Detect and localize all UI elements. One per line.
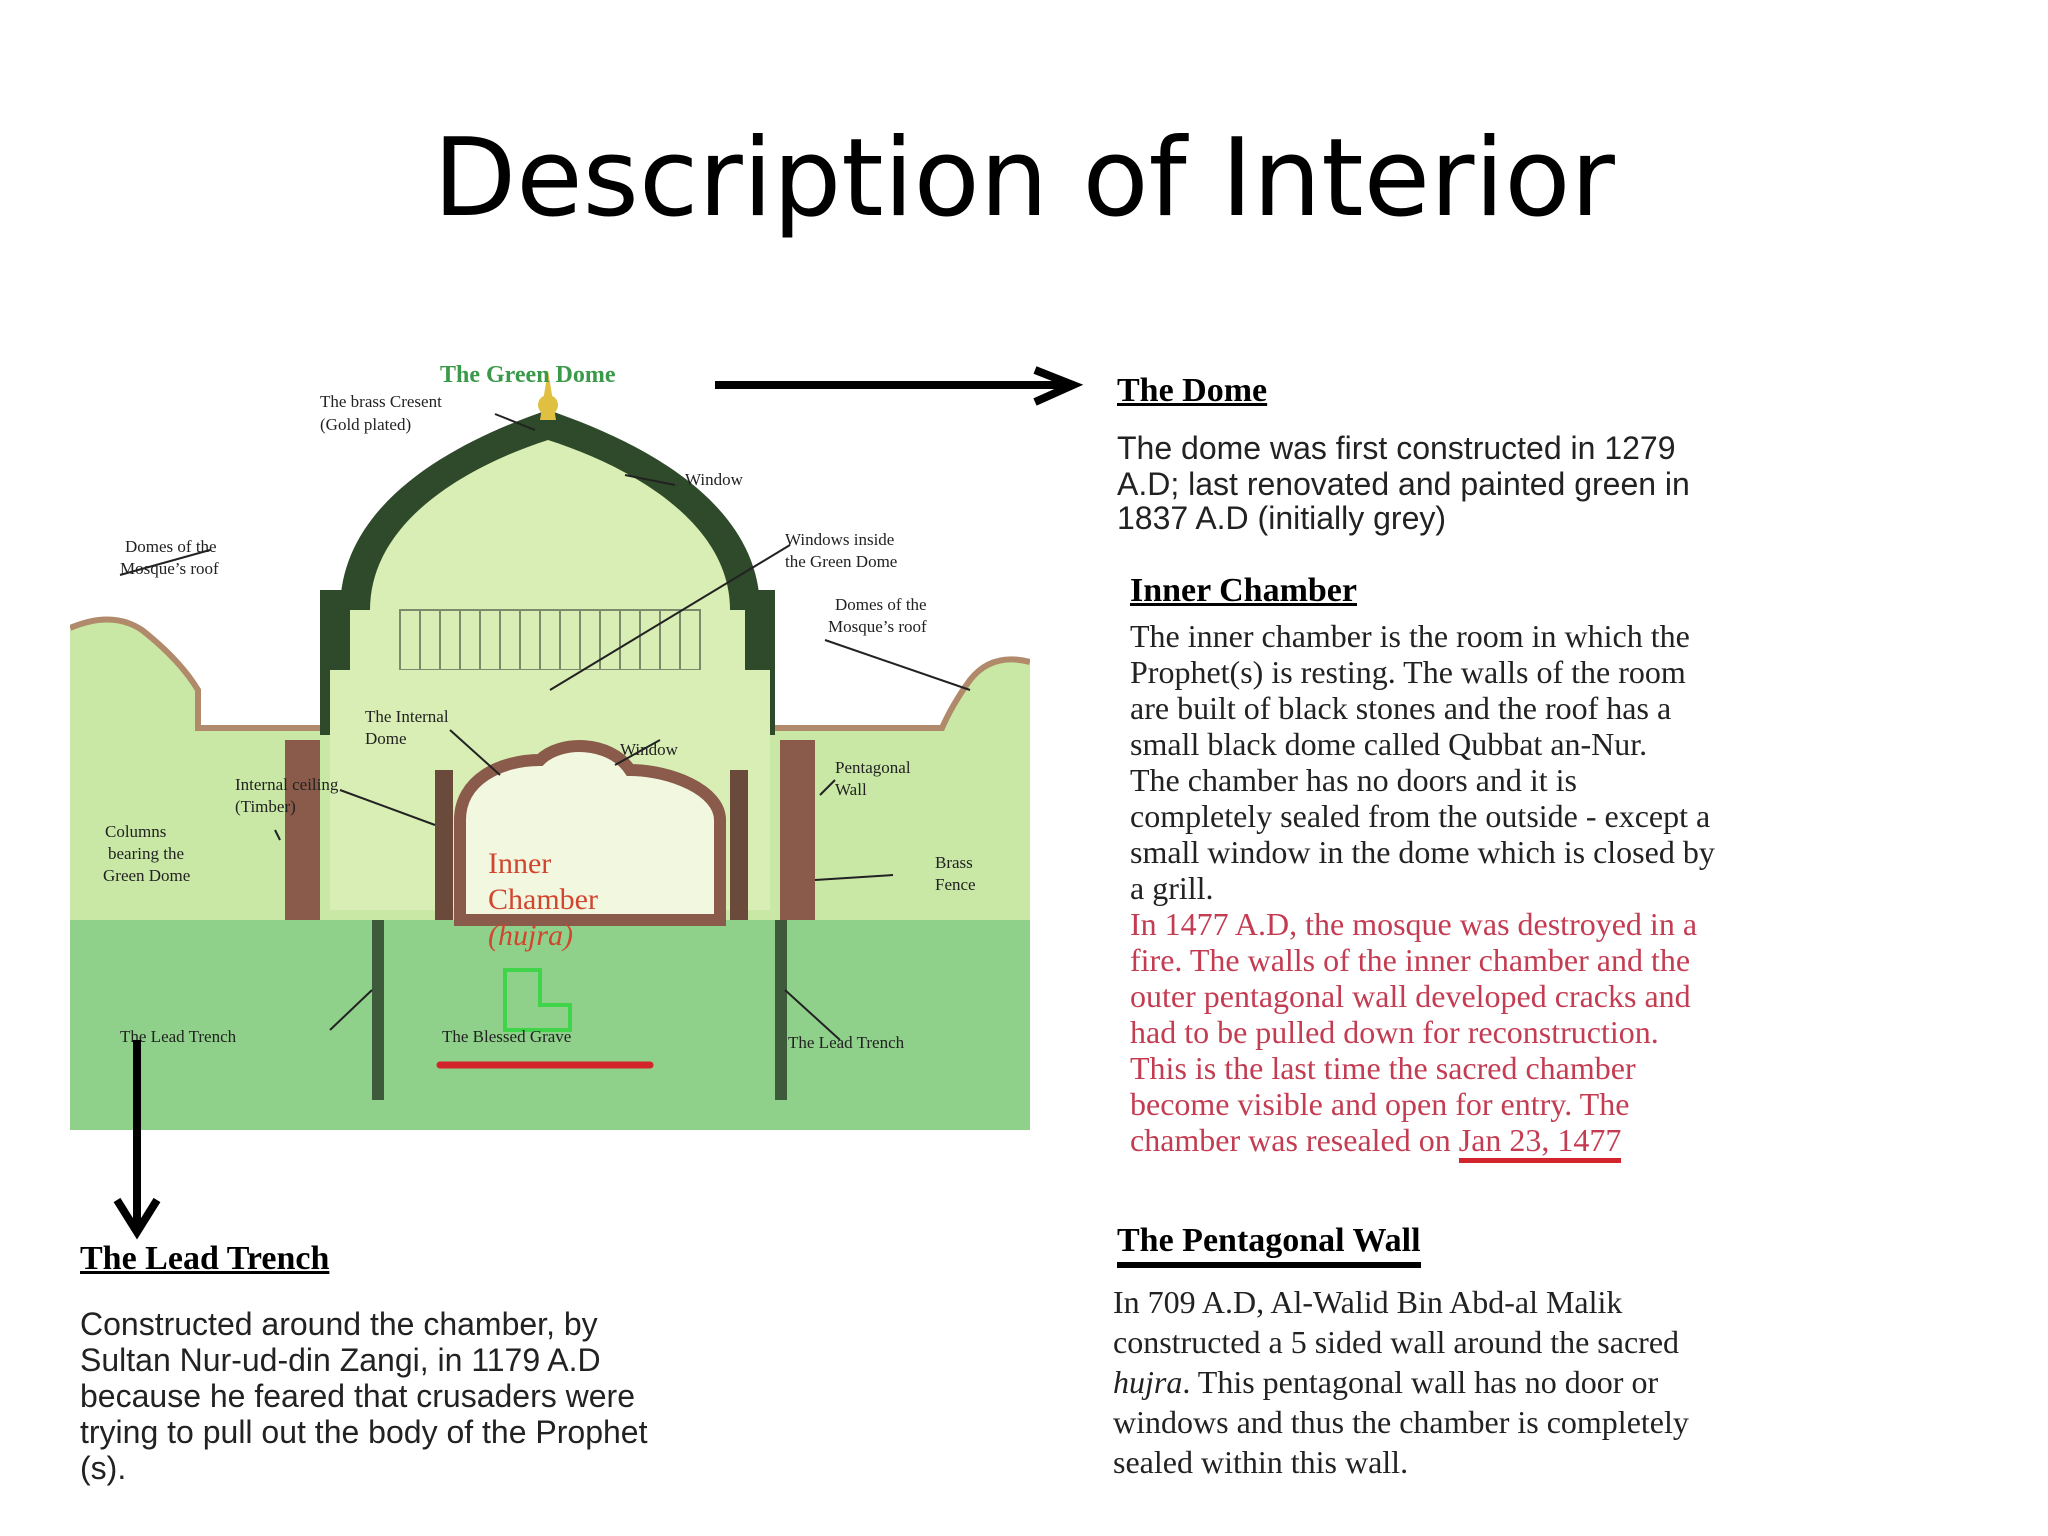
label-brass-fence-1: Brass xyxy=(935,853,973,872)
resealed-date: Jan 23, 1477 xyxy=(1459,1122,1622,1163)
label-mosque-domes-left-1: Domes of the xyxy=(125,537,217,556)
lead-trench-line-2: Sultan Nur-ud-din Zangi, in 1179 A.D xyxy=(80,1342,601,1378)
inner-chamber-line-6: completely sealed from the outside - except a xyxy=(1130,798,1711,834)
inner-chamber-line-1: The inner chamber is the room in which the xyxy=(1130,618,1690,654)
inner-chamber-red-line-1: In 1477 A.D, the mosque was destroyed in a xyxy=(1130,906,1698,942)
label-lead-trench-left: The Lead Trench xyxy=(120,1027,237,1046)
inner-chamber-line-2: Prophet(s) is resting. The walls of the room xyxy=(1130,654,1686,690)
label-windows-inside-2: the Green Dome xyxy=(785,552,898,571)
arrow-to-lead-trench-section xyxy=(115,1040,165,1240)
lead-trench-line-1: Constructed around the chamber, by xyxy=(80,1306,598,1342)
label-lead-trench-right: The Lead Trench xyxy=(788,1033,905,1052)
label-mosque-domes-right-1: Domes of the xyxy=(835,595,927,614)
label-pentagonal-wall-1: Pentagonal xyxy=(835,758,911,777)
lead-trench-line-4: trying to pull out the body of the Prophet xyxy=(80,1414,648,1450)
label-blessed-grave: The Blessed Grave xyxy=(442,1027,572,1046)
inner-chamber-section-title: Inner Chamber xyxy=(1130,572,1357,609)
label-inner-chamber-1: Inner xyxy=(488,847,552,880)
label-internal-dome-2: Dome xyxy=(365,729,407,748)
label-internal-ceiling-2: (Timber) xyxy=(235,797,296,816)
label-inner-chamber-2: Chamber xyxy=(488,883,598,916)
label-internal-ceiling-1: Internal ceiling xyxy=(235,775,339,794)
label-columns-1: Columns xyxy=(105,822,167,841)
lead-trench-right xyxy=(775,920,787,1100)
label-green-dome: The Green Dome xyxy=(440,362,616,388)
hujra-italic: hujra xyxy=(1113,1364,1183,1400)
inner-chamber-red-line-5: This is the last time the sacred chamber xyxy=(1130,1050,1636,1086)
label-pentagonal-wall-2: Wall xyxy=(835,780,867,799)
pentagonal-wall-line-4: windows and thus the chamber is completely xyxy=(1113,1404,1689,1440)
slide-title: Description of Interior xyxy=(433,116,1615,241)
lead-trench-left xyxy=(372,920,384,1100)
inner-chamber-line-3: are built of black stones and the roof has a xyxy=(1130,690,1672,726)
inner-chamber-line-8: a grill. xyxy=(1130,870,1214,906)
lead-trench-section-title: The Lead Trench xyxy=(80,1240,330,1277)
inner-chamber-red-line-6: become visible and open for entry. The xyxy=(1130,1086,1630,1122)
inner-chamber-red-line-4: had to be pulled down for reconstruction. xyxy=(1130,1014,1659,1050)
mosque-cross-section-diagram xyxy=(70,360,1030,1130)
pentagonal-wall-line-2: constructed a 5 sided wall around the sacred xyxy=(1113,1324,1680,1360)
dome-section-line-2: A.D; last renovated and painted green in xyxy=(1117,466,1690,502)
column-left xyxy=(285,740,320,920)
resealed-prefix: chamber was resealed on xyxy=(1130,1122,1459,1158)
brass-crescent-ball xyxy=(538,395,558,415)
inner-chamber-line-7: small window in the dome which is closed by xyxy=(1130,834,1715,870)
inner-chamber-line-5: The chamber has no doors and it is xyxy=(1130,762,1577,798)
label-inner-chamber-3: (hujra) xyxy=(488,919,573,952)
inner-chamber-red-line-7 xyxy=(1130,1122,1621,1158)
pentagonal-wall-line-3 xyxy=(1113,1364,1658,1400)
label-mosque-domes-left-2: Mosque’s roof xyxy=(120,559,219,578)
dome-section-line-1: The dome was first constructed in 1279 xyxy=(1117,430,1676,466)
column-right xyxy=(780,740,815,920)
inner-chamber-line-4: small black dome called Qubbat an-Nur. xyxy=(1130,726,1648,762)
label-gold-plated: (Gold plated) xyxy=(320,415,412,434)
pentagonal-wall-line-3-rest: . This pentagonal wall has no door or xyxy=(1182,1364,1659,1400)
pentagonal-wall-left xyxy=(435,770,453,920)
label-brass-fence-2: Fence xyxy=(935,875,976,894)
lead-trench-line-5: (s). xyxy=(80,1450,127,1486)
dome-section-title: The Dome xyxy=(1117,372,1268,409)
inner-chamber-red-line-2: fire. The walls of the inner chamber and the xyxy=(1130,942,1691,978)
pentagonal-wall-right xyxy=(730,770,748,920)
label-columns-3: Green Dome xyxy=(103,866,191,885)
label-windows-inside-1: Windows inside xyxy=(785,530,895,549)
lead-trench-line-3: because he feared that crusaders were xyxy=(80,1378,635,1414)
arrow-to-dome-section xyxy=(715,370,1085,410)
label-window-mid: Window xyxy=(620,740,678,759)
label-brass-crescent: The brass Cresent xyxy=(320,392,442,411)
inner-chamber-red-line-3: outer pentagonal wall developed cracks and xyxy=(1130,978,1691,1014)
pentagonal-wall-line-1: In 709 A.D, Al-Walid Bin Abd-al Malik xyxy=(1113,1284,1623,1320)
pentagonal-wall-section-title: The Pentagonal Wall xyxy=(1117,1222,1421,1268)
label-internal-dome-1: The Internal xyxy=(365,707,449,726)
label-window-top: Window xyxy=(685,470,743,489)
dome-section-line-3: 1837 A.D (initially grey) xyxy=(1117,500,1447,536)
label-mosque-domes-right-2: Mosque’s roof xyxy=(828,617,927,636)
pentagonal-wall-line-5: sealed within this wall. xyxy=(1113,1444,1409,1480)
label-columns-2: bearing the xyxy=(108,844,184,863)
